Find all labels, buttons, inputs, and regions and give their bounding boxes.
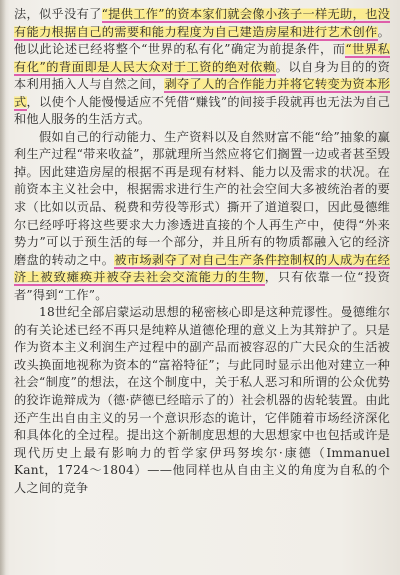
page-text-body: [14, 6, 390, 497]
highlighted-passage: 剥夺了人的合作能力并将它转变为资本形式: [14, 77, 390, 109]
highlighted-passage: “世界私有化”的背面即是人民大众对于工资的绝对依赖: [14, 42, 390, 74]
text-segment: 假如自己的行动能力、生产资料以及自然财富不能“给”抽象的赢利生产过程“带来收益”，那就理所当然应将它们搁置一边或者甚至毁掉。因此建造房屋的根据不再是现有材料、能力以及需求的状况。在前资本主义社会中，根据需求进行生产的社会空间大多被统治者的要求（比如以贡品、税费和劳役等形式）撕开了道道裂口，因此曼德维尔已经呼吁将这些要求大力渗透进直接的个人再生产中，使得“外来势力”可以于预生活的每一个部分，并且所有的物质都融入它的经济磨盘的转动之中。: [14, 129, 390, 267]
page-gutter-shadow: [0, 0, 6, 575]
text-segment: 。以自身为目的的资本利用插入人与自然之间，: [14, 59, 390, 92]
paragraph-p1: [14, 6, 390, 129]
paragraph-p3: [14, 304, 390, 497]
text-segment: 法，似乎没有了: [14, 7, 102, 21]
highlighted-passage: 被市场剥夺了对自己生产条件控制权的人成为在经济上被致瘫痪并被夺去社会交流能力的生物: [14, 252, 390, 285]
text-segment: ，以使个人能慢慢适应不凭借“赚钱”的间接手段就再也无法为自己和他人服务的生活方式。: [14, 94, 391, 127]
text-segment: 18世纪全部启蒙运动思想的秘密核心即是这种荒谬性。曼德维尔的有关论述已经不再只是纯粹从道德伦理的意义上为其辩护了。只是作为资本主义利润生产过程中的副产品而被容忍的广大民众的生活被改头换面地视称为资本的“富裕特征”；与此同时显示出他对建立一种社会“制度”的想法，在这个制度中，关于私人恶习和所谓的公众优势的狡诈诡辩成为（德·萨德已经暗示了的）社会机器的齿轮装置。由此还产生出自由主义的另一个意识形态的诡计，它伴随着市场经济深化和具体化的全过程。提出这个新制度思想的大思想家中也包括或许是现代历史上最有影响力的哲学家伊玛努埃尔·康德（Immanuel Kant，1724～1804）——他同样也从自由主义的角度为自私的个人之间的竞争: [14, 305, 390, 495]
paragraph-p2: [14, 129, 390, 304]
text-segment: 。他以此论述已经将整个“世界的私有化”确定为前提条件，而: [14, 24, 390, 57]
highlighted-passage: “提供工作”的资本家们就会像小孩子一样无助，也没有能力根据自己的需要和能力程度为自己建造房屋和进行艺术创作: [14, 7, 390, 39]
text-segment: ，只有依靠一位“投资者”得到“工作”。: [14, 270, 390, 302]
